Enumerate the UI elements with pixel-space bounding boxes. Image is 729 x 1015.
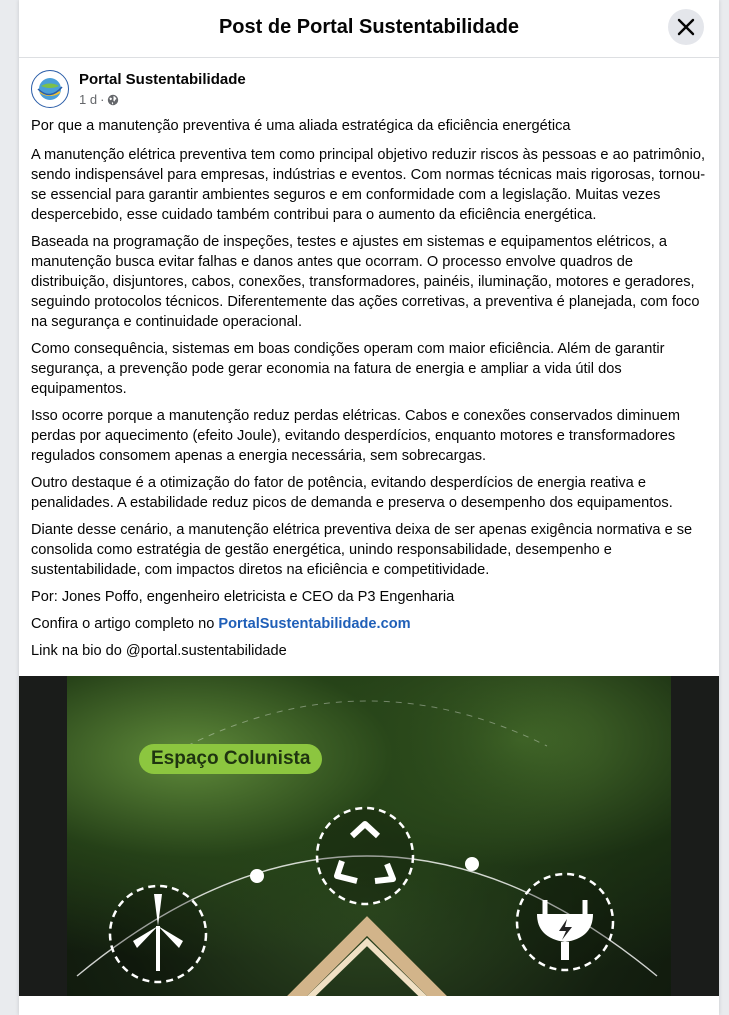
image-background (67, 676, 671, 996)
post-text (19, 116, 719, 661)
article-link-line (31, 614, 707, 634)
post-header (19, 58, 719, 116)
meta-separator: · (100, 92, 105, 107)
post-byline: Por: Jones Poffo, engenheiro eletricista e CEO da P3 Engenharia (31, 589, 455, 605)
post-paragraph: Outro destaque é a otimização do fator de potência, evitando desperdícios de energia reativa e penalidades. A estabilidade reduz picos de demanda e preserva o desempenho dos equipamentos. (31, 475, 673, 511)
modal-header (19, 0, 719, 58)
post-meta (79, 92, 119, 107)
close-icon (677, 18, 695, 36)
post-image[interactable] (19, 676, 719, 996)
globe-logo-icon (32, 71, 68, 107)
article-link[interactable]: PortalSustentabilidade.com (218, 616, 411, 632)
post-time[interactable]: 1 d (79, 92, 98, 107)
post-paragraph: Como consequência, sistemas em boas condições operam com maior eficiência. Além de garantir segurança, a prevenção pode gerar economia na fatura de energia e ampliar a vida útil dos equipamentos. (31, 341, 665, 397)
post-headline: Por que a manutenção preventiva é uma aliada estratégica da eficiência energética (31, 118, 571, 134)
link-prefix: Confira o artigo completo no (31, 616, 219, 632)
avatar[interactable] (31, 70, 69, 108)
post-paragraph: Diante desse cenário, a manutenção elétrica preventiva deixa de ser apenas exigência normativa e se consolida como estratégia de gestão energética, unindo responsabilidade, desempenho e sustentabilidade, com impactos diretos na eficiência e competitividade. (31, 522, 693, 578)
post-modal (19, 0, 719, 1015)
post-paragraph: A manutenção elétrica preventiva tem como principal objetivo reduzir riscos às pessoas e ao patrimônio, sendo indispensável para empresas, indústrias e eventos. Com normas técnicas mais rigorosas, tornou-se essencial para garantir ambientes seguros e em conformidade com a legislação. Muitas vezes despercebido, esse cuidado também contribui para o aumento da eficiência energética. (31, 147, 706, 223)
author-name[interactable]: Portal Sustentabilidade (79, 71, 246, 88)
post-paragraph: Isso ocorre porque a manutenção reduz perdas elétricas. Cabos e conexões conservados diminuem perdas por aquecimento (efeito Joule), evitando desperdícios, enquanto motores e transformadores regulados consomem apenas a energia necessária, sem sobrecargas. (31, 408, 680, 464)
globe-icon (107, 94, 119, 106)
modal-title: Post de Portal Sustentabilidade (218, 16, 520, 38)
modal-footer-strip (19, 996, 719, 1015)
close-button[interactable] (668, 9, 704, 45)
post-paragraph: Baseada na programação de inspeções, testes e ajustes em sistemas e equipamentos elétricos, a manutenção busca evitar falhas e danos antes que ocorram. O processo envolve quadros de distribuição, disjuntores, cabos, conexões, transformadores, painéis, iluminação, motores e geradores, seguindo protocolos técnicos. Diferentemente das ações corretivas, a preventiva é planejada, com foco na segurança e continuidade operacional. (31, 234, 700, 330)
sustainability-illustration (67, 676, 671, 996)
badge-espaco-colunista: Espaço Colunista (139, 744, 322, 774)
bio-line: Link na bio do @portal.sustentabilidade (31, 643, 287, 659)
